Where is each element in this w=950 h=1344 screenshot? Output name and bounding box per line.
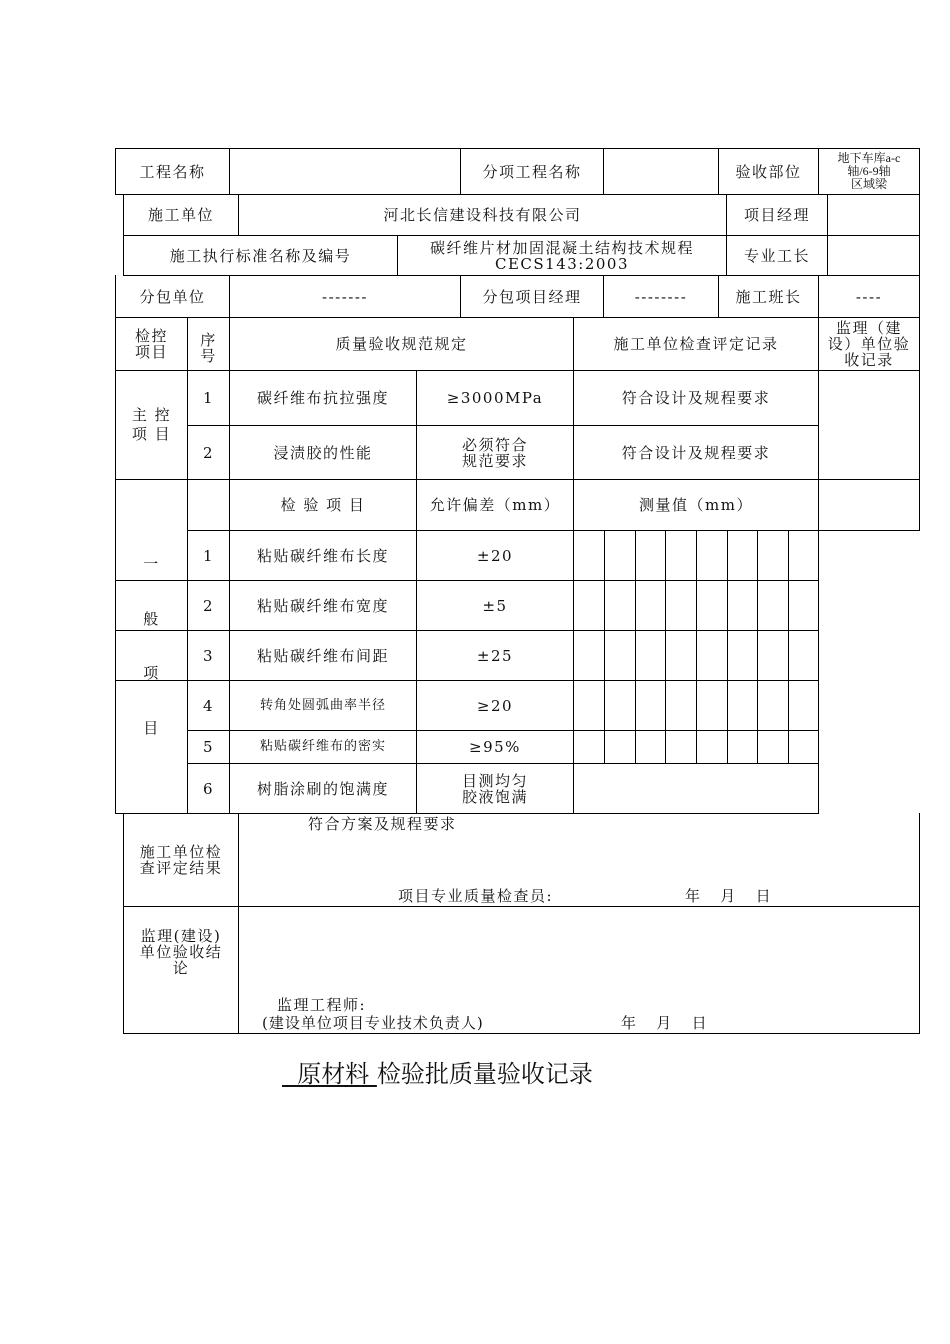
general-row-5-item: 粘贴碳纤维布的密实 [259, 739, 386, 754]
sub-manager-value: -------- [634, 287, 688, 306]
general-row-1-item: 粘贴碳纤维布长度 [256, 546, 389, 565]
general-row-6-tolerance: 目测均匀 胶液饱满 [461, 771, 528, 806]
rule [123, 906, 920, 907]
rule [788, 530, 789, 764]
general-label-3: 项 [143, 664, 160, 682]
standard-value: 碳纤维片材加固混凝土结构技术规程 CECS143:2003 [429, 238, 694, 273]
rule [919, 148, 920, 194]
rule [604, 530, 605, 764]
general-row-4-item: 转角处圆弧曲率半径 [259, 697, 386, 713]
rule [115, 580, 187, 581]
main-row-2-no: 2 [202, 443, 215, 462]
general-row-3-tolerance: ±25 [476, 646, 514, 665]
contractor-value: 河北长信建设科技有限公司 [383, 206, 582, 224]
foreman-label: 专业工长 [743, 246, 810, 265]
general-row-6-item: 树脂涂刷的饱满度 [256, 779, 389, 798]
main-row-2-requirement: 必须符合 规范要求 [461, 435, 528, 470]
title-rest: 检验批质量验收记录 [376, 1060, 593, 1088]
main-row-2-item: 浸渍胶的性能 [273, 443, 373, 462]
rule [919, 194, 920, 275]
acceptance-part-label: 验收部位 [735, 162, 802, 181]
contractor-result-date: 年 月 日 [685, 887, 773, 905]
subcontractor-value: ------- [322, 287, 368, 306]
project-manager-value [828, 195, 919, 235]
rule [727, 530, 728, 764]
general-row-1-no: 1 [202, 546, 215, 565]
general-label-2: 般 [143, 610, 160, 628]
title-material: 原材料 [282, 1060, 377, 1088]
general-row-5-no: 5 [202, 738, 215, 756]
team-leader-label: 施工班长 [735, 287, 802, 306]
main-row-1-requirement: ≥3000MPa [446, 389, 544, 407]
supervisor-result-date: 年 月 日 [621, 1014, 709, 1032]
general-row-3-item: 粘贴碳纤维布间距 [256, 646, 389, 665]
general-row-2-tolerance: ±5 [482, 596, 508, 615]
main-control-label: 主 控 项 目 [131, 406, 172, 443]
rule [238, 813, 239, 1033]
col-seq: 序 号 [200, 331, 217, 365]
general-row-4-tolerance: ≥20 [476, 696, 514, 715]
supervisor-result-label: 监理(建设) 单位验收结 论 [139, 927, 223, 977]
col-spec: 质量验收规范规定 [335, 335, 468, 353]
general-sub-tolerance: 允许偏差（mm） [429, 496, 561, 514]
project-name-value [230, 149, 460, 194]
general-label-1: 一 [143, 555, 160, 573]
rule [919, 275, 920, 317]
supervisor-result-engineer: 监理工程师: [277, 996, 367, 1014]
general-row-6-no: 6 [202, 779, 215, 798]
general-row-4-no: 4 [202, 696, 215, 715]
sub-manager-label: 分包项目经理 [482, 287, 582, 306]
contractor-label: 施工单位 [147, 206, 214, 224]
general-label-4: 目 [143, 719, 160, 737]
project-name-label: 工程名称 [139, 162, 206, 181]
rule [665, 530, 666, 764]
project-manager-label: 项目经理 [743, 206, 810, 224]
contractor-result-text: 符合方案及规程要求 [308, 815, 457, 833]
standard-label: 施工执行标准名称及编号 [169, 246, 352, 265]
rule [757, 530, 758, 764]
col-contractor-record: 施工单位检查评定记录 [613, 335, 779, 353]
main-row-1-no: 1 [202, 389, 215, 407]
general-sub-item: 检 验 项 目 [280, 496, 366, 514]
col-supervisor-record: 监理（建 设）单位验 收记录 [827, 319, 911, 369]
general-row-3-no: 3 [202, 646, 215, 665]
general-row-2-no: 2 [202, 596, 215, 615]
acceptance-part-value: 地下车库a-c 轴/6-9轴 区域梁 [837, 151, 901, 191]
general-row-2-item: 粘贴碳纤维布宽度 [256, 596, 389, 615]
contractor-result-inspector: 项目专业质量检查员: [398, 887, 554, 905]
document-title [282, 1054, 593, 1089]
general-row-5-tolerance: ≥95% [469, 738, 521, 756]
general-row-1-tolerance: ±20 [476, 546, 514, 565]
main-row-2-record: 符合设计及规程要求 [621, 443, 771, 462]
rule [818, 317, 819, 814]
supervisor-result-responsible: (建设单位项目专业技术负责人) [262, 1014, 484, 1032]
main-row-1-item: 碳纤维布抗拉强度 [256, 389, 389, 407]
sub-project-value [604, 149, 718, 194]
sub-project-label: 分项工程名称 [482, 162, 582, 181]
rule [919, 813, 920, 1033]
main-row-1-record: 符合设计及规程要求 [621, 389, 771, 407]
rule [919, 317, 920, 531]
foreman-value [828, 236, 919, 275]
rule [635, 530, 636, 764]
rule [123, 1033, 920, 1034]
contractor-result-label: 施工单位检 查评定结果 [139, 843, 223, 877]
subcontractor-label: 分包单位 [139, 287, 206, 306]
team-leader-value: ---- [855, 287, 883, 306]
general-sub-measured: 测量值（mm） [639, 496, 753, 514]
col-check-item: 检控 项目 [134, 327, 168, 361]
rule [696, 530, 697, 764]
